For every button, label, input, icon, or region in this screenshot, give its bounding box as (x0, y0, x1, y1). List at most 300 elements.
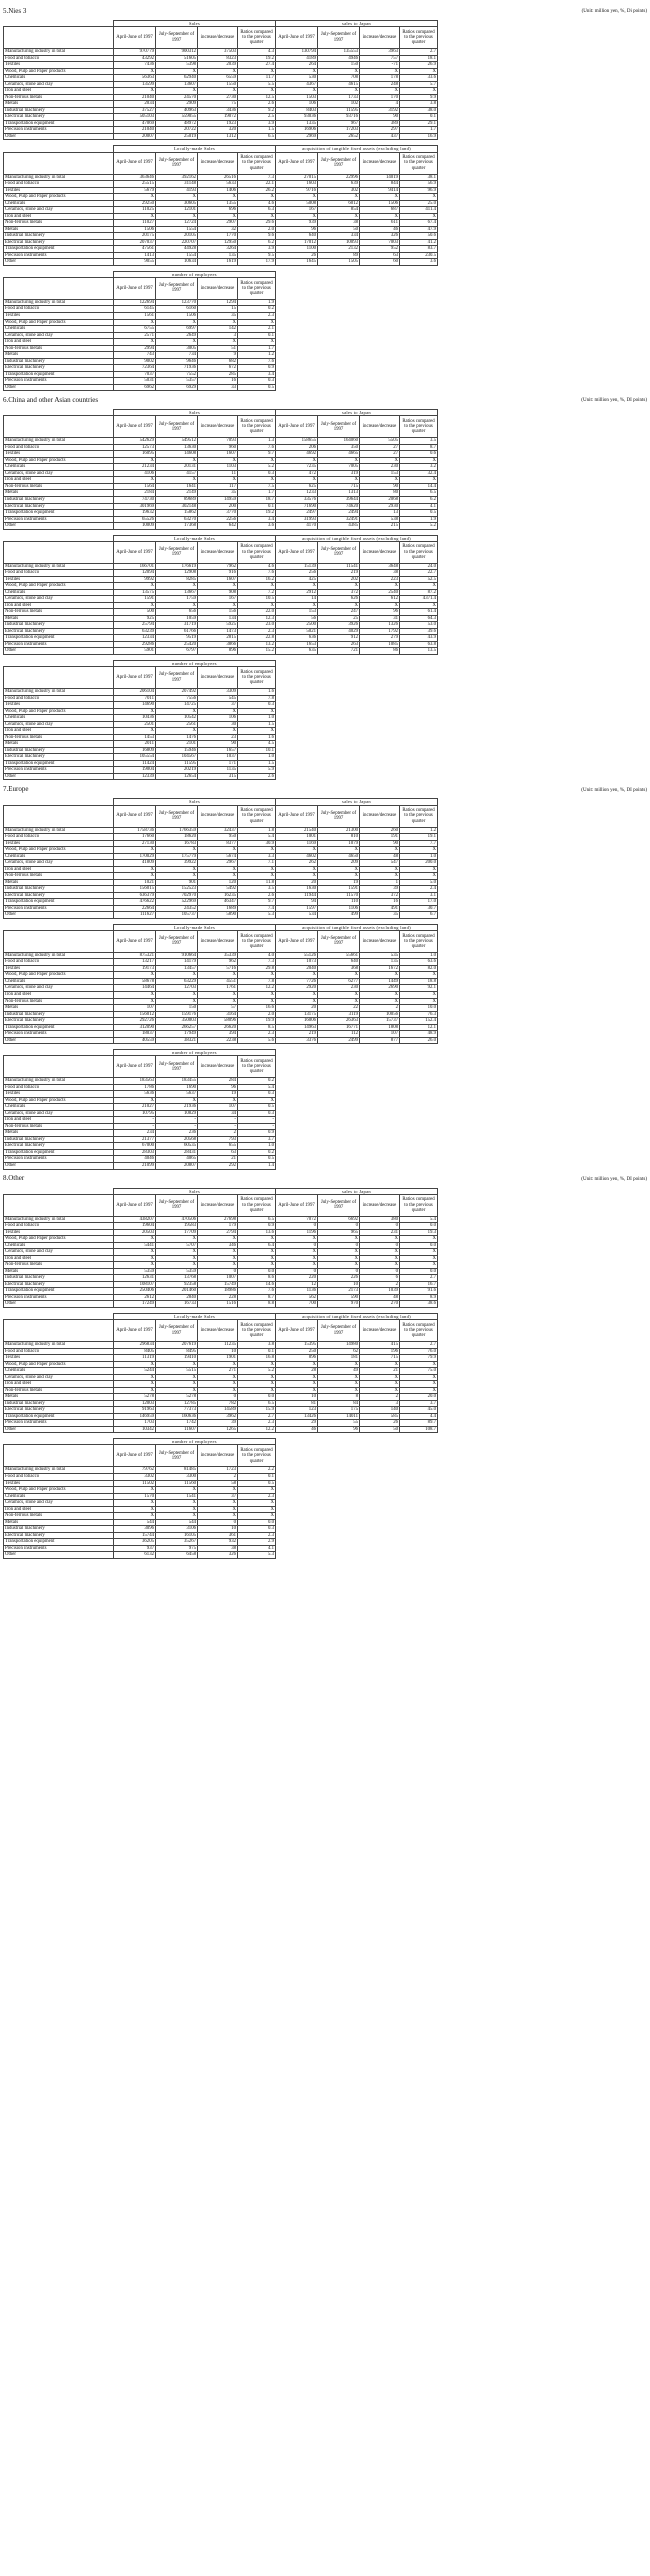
row-label: Iron and steel (4, 1117, 114, 1124)
column-header: increase/decrease (198, 805, 238, 827)
cell-value: 264 (276, 62, 318, 69)
cell-value: 296834 (114, 1342, 156, 1349)
cell-value: 33576 (276, 496, 318, 503)
cell-value: 301969 (114, 503, 156, 510)
cell-value: 696 (198, 207, 238, 214)
column-header: April-June of 1997 (276, 416, 318, 438)
row-label: Ceramics, stone and clay (4, 1110, 114, 1117)
column-header: July-September of 1997 (156, 805, 198, 827)
cell-value: X (360, 194, 400, 201)
column-header: April-June of 1997 (276, 805, 318, 827)
cell-value: 20 (276, 879, 318, 886)
cell-value: X (198, 194, 238, 201)
cell-value: 2039 (198, 62, 238, 69)
cell-value: 1786 (114, 1084, 156, 1091)
cell-value: X (156, 1249, 198, 1256)
cell-value: 0.1 (400, 114, 438, 121)
cell-value: 19410 (156, 1355, 198, 1362)
cell-value: 60 (360, 259, 400, 266)
cell-value: 31148 (156, 181, 198, 188)
cell-value: 19.1 (400, 834, 438, 841)
cell-value: X (318, 1236, 360, 1243)
cell-value: 2969 (276, 133, 318, 140)
cell-value: X (114, 992, 156, 999)
row-label: Iron and steel (4, 477, 114, 484)
row-label: Electrical machinery (4, 239, 114, 246)
cell-value: X (114, 457, 156, 464)
cell-value: 49 (318, 1368, 360, 1375)
cell-value: 27698 (198, 1216, 238, 1223)
cell-value: X (400, 866, 438, 873)
cell-value: X (238, 847, 276, 854)
cell-value: 3.3 (238, 853, 276, 860)
cell-value: X (238, 1487, 276, 1494)
cell-value: 156012 (114, 1011, 156, 1018)
cell-value: 7.8 (238, 978, 276, 985)
table-block (3, 1438, 647, 1558)
cell-value: X (360, 998, 400, 1005)
table-row (4, 299, 276, 306)
row-label: Metals (4, 741, 114, 748)
cell-value: 51 (198, 345, 238, 352)
cell-value: 1672 (360, 965, 400, 972)
cell-value: 4650 (318, 853, 360, 860)
cell-value: 425 (276, 576, 318, 583)
cell-value: 17660 (114, 834, 156, 841)
cell-value: 916 (198, 570, 238, 577)
cell-value: 156015 (114, 886, 156, 893)
cell-value: 228 (198, 1294, 238, 1301)
cell-value: 389 (360, 120, 400, 127)
cell-value: 3.7 (400, 1400, 438, 1407)
cell-value: 57 (198, 1005, 238, 1012)
cell-value: 41809 (114, 860, 156, 867)
cell-value: 28431 (156, 1149, 198, 1156)
cell-value: 18.1 (400, 55, 438, 62)
cell-value: 13426 (276, 1413, 318, 1420)
cell-value: 37 (198, 702, 238, 709)
cell-value: 12339 (114, 773, 156, 780)
cell-value: 19072 (198, 114, 238, 121)
cell-value: X (114, 728, 156, 735)
row-label: Textiles (4, 965, 114, 972)
cell-value: 17368 (156, 523, 198, 530)
row-label: Textiles (4, 840, 114, 847)
cell-value: 0.0 (238, 1519, 276, 1526)
cell-value: 48.9 (400, 1031, 438, 1038)
cell-value: 0 (360, 1242, 400, 1249)
cell-value: 122694 (114, 299, 156, 306)
cell-value: X (318, 972, 360, 979)
table-row (4, 523, 438, 530)
cell-value: 0 (276, 1268, 318, 1275)
cell-value: 26.0 (400, 1037, 438, 1044)
unit-note: (Unit: million yen, %, DI points) (581, 1176, 647, 1182)
cell-value: 6559 (198, 75, 238, 82)
cell-value: X (114, 972, 156, 979)
cell-value: 25420 (156, 641, 198, 648)
cell-value: 3376 (276, 1037, 318, 1044)
row-label: Ceramics, stone and clay (4, 985, 114, 992)
cell-value: 8.8 (238, 1301, 276, 1308)
cell-value: 108.7 (400, 1426, 438, 1433)
row-label: Transportation equipment (4, 1413, 114, 1420)
row-label: Food and tobacco (4, 570, 114, 577)
cell-value: X (276, 88, 318, 95)
cell-value: 5515 (156, 1368, 198, 1375)
cell-value: 3.2 (400, 464, 438, 471)
row-label-header (4, 1445, 114, 1467)
row-label: Metals (4, 1519, 114, 1526)
cell-value: 4385 (318, 523, 360, 530)
cell-value: X (198, 1513, 238, 1520)
cell-value: 12 (276, 1281, 318, 1288)
cell-value: 302148 (156, 503, 198, 510)
data-table (3, 924, 438, 1044)
cell-value: 55126 (276, 952, 318, 959)
cell-value: 230 (360, 464, 400, 471)
cell-value: 0.5 (238, 1104, 276, 1111)
cell-value: 13575 (114, 589, 156, 596)
cell-value: 50.6 (400, 233, 438, 240)
cell-value: X (198, 319, 238, 326)
cell-value: 2500 (276, 622, 318, 629)
cell-value: 0 (318, 1242, 360, 1249)
cell-value: X (400, 1249, 438, 1256)
row-label: Iron and steel (4, 602, 114, 609)
cell-value: 13599 (114, 81, 156, 88)
cell-value: 11607 (156, 1426, 198, 1433)
cell-value: 142 (198, 326, 238, 333)
row-label: Iron and steel (4, 992, 114, 999)
row-label-header (4, 1320, 114, 1342)
cell-value: 2909 (156, 101, 198, 108)
cell-value: X (156, 998, 198, 1005)
cell-value: 640 (318, 959, 360, 966)
cell-value: X (198, 1500, 238, 1507)
cell-value: 319 (318, 470, 360, 477)
cell-value: X (198, 998, 238, 1005)
row-label: Chemicals (4, 326, 114, 333)
cell-value: X (198, 847, 238, 854)
row-label: Non-ferrous metals (4, 483, 114, 490)
row-label: Other (4, 384, 114, 391)
cell-value: 10 (198, 1348, 238, 1355)
column-header: Ratios compared to the previous quarter (400, 1194, 438, 1216)
column-header: increase/decrease (198, 1056, 238, 1078)
cell-value: 8377 (198, 840, 238, 847)
column-header: Ratios compared to the previous quarter (400, 805, 438, 827)
row-label: Manufacturing industry in total (4, 563, 114, 570)
cell-value: 0.5 (238, 1156, 276, 1163)
cell-value: X (238, 1506, 276, 1513)
cell-value: 1.7 (238, 490, 276, 497)
cell-value: X (360, 1249, 400, 1256)
cell-value: 46 (276, 1426, 318, 1433)
row-label: Iron and steel (4, 88, 114, 95)
cell-value: 8.7 (400, 444, 438, 451)
cell-value: X (156, 1506, 198, 1513)
cell-value: 171 (198, 760, 238, 767)
cell-value: 196 (360, 1348, 400, 1355)
cell-value: 24352 (156, 905, 198, 912)
cell-value: 0.3 (238, 470, 276, 477)
cell-value: 17949 (156, 1031, 198, 1038)
row-label: Ceramics, stone and clay (4, 860, 114, 867)
cell-value: 1570 (114, 1493, 156, 1500)
cell-value: 1.8 (238, 827, 276, 834)
cell-value: 25.0 (400, 200, 438, 207)
cell-value: 2 (360, 1281, 400, 1288)
cell-value: X (400, 998, 438, 1005)
cell-value: 2730 (198, 94, 238, 101)
cell-value: 11424 (114, 760, 156, 767)
cell-value: 6 (360, 1275, 400, 1282)
cell-value: 279 (360, 635, 400, 642)
cell-value: X (276, 213, 318, 220)
cell-value: 16235 (198, 892, 238, 899)
cell-value: X (114, 1361, 156, 1368)
row-label-header (4, 27, 114, 49)
cell-value: 4367 (276, 81, 318, 88)
cell-value: X (198, 1097, 238, 1104)
cell-value: 0.5 (238, 384, 276, 391)
cell-value: 21040 (114, 127, 156, 134)
cell-value: 6.7 (400, 912, 438, 919)
cell-value: 361 (198, 1532, 238, 1539)
cell-value: 38.6 (400, 1301, 438, 1308)
cell-value: 1.3 (238, 438, 276, 445)
cell-value: 5707 (156, 1242, 198, 1249)
cell-value: 2494 (318, 510, 360, 517)
data-table (3, 145, 438, 265)
cell-value: 854 (318, 207, 360, 214)
cell-value: X (238, 1374, 276, 1381)
cell-value: 16006 (276, 1018, 318, 1025)
cell-value: X (360, 213, 400, 220)
cell-value: 29250 (114, 200, 156, 207)
row-label: Electrical machinery (4, 1018, 114, 1025)
cell-value: 10436 (114, 715, 156, 722)
column-header: Ratios compared to the previous quarter (400, 930, 438, 952)
cell-value: 1.5 (238, 721, 276, 728)
cell-value: 585 (360, 1413, 400, 1420)
cell-value: 3096 (114, 1526, 156, 1533)
cell-value: 135 (198, 252, 238, 259)
cell-value: X (276, 873, 318, 880)
cell-value: - (198, 1117, 238, 1124)
cell-value: 93716 (318, 114, 360, 121)
cell-value: 5.4 (238, 1084, 276, 1091)
cell-value: 5278 (156, 1394, 198, 1401)
cell-value: 1355 (198, 200, 238, 207)
row-label: Ceramics, stone and clay (4, 596, 114, 603)
cell-value: X (114, 194, 156, 201)
cell-value: 6755 (114, 326, 156, 333)
cell-value: 3 (360, 1400, 400, 1407)
cell-value: 202 (318, 576, 360, 583)
cell-value: 39.6 (400, 628, 438, 635)
cell-value: 35339 (198, 952, 238, 959)
column-header: July-September of 1997 (156, 930, 198, 952)
row-label: Electrical machinery (4, 628, 114, 635)
cell-value: 0.1 (238, 503, 276, 510)
cell-value: 48972 (156, 120, 198, 127)
cell-value: 7552 (156, 371, 198, 378)
row-label: Other (4, 133, 114, 140)
cell-value: 0.0 (400, 1223, 438, 1230)
cell-value: 0.2 (238, 1078, 276, 1085)
cell-value: 346 (198, 1242, 238, 1249)
cell-value: X (198, 866, 238, 873)
cell-value: 96 (318, 1426, 360, 1433)
cell-value: X (198, 1487, 238, 1494)
cell-value: 10342 (114, 1426, 156, 1433)
cell-value: 38 (198, 1545, 238, 1552)
column-header: Ratios compared to the previous quarter (238, 1194, 276, 1216)
cell-value: 2256 (198, 516, 238, 523)
cell-value: 12908 (156, 570, 198, 577)
cell-value: 640 (276, 233, 318, 240)
cell-value: 14980 (318, 1342, 360, 1349)
column-header: April-June of 1997 (276, 1194, 318, 1216)
cell-value: 522969 (156, 899, 198, 906)
column-header: July-September of 1997 (156, 27, 198, 49)
cell-value: 0.3 (238, 1091, 276, 1098)
cell-value: 32 (198, 226, 238, 233)
table-caption: Sales (114, 1188, 276, 1194)
cell-value: 1.6 (238, 734, 276, 741)
cell-value: 962 (198, 959, 238, 966)
cell-value: 9414 (360, 187, 400, 194)
row-label: Precision instruments (4, 252, 114, 259)
cell-value: X (318, 602, 360, 609)
cell-value: 12631 (114, 1275, 156, 1282)
table-row (4, 689, 276, 696)
row-label: Metals (4, 490, 114, 497)
cell-value: 5.9 (238, 767, 276, 774)
cell-value: 22 (318, 1005, 360, 1012)
column-header: April-June of 1997 (114, 277, 156, 299)
cell-value: X (114, 68, 156, 75)
data-table (3, 660, 276, 780)
cell-value: X (360, 992, 400, 999)
cell-value: 102 (318, 101, 360, 108)
section-header (3, 784, 647, 793)
row-label: Other (4, 912, 114, 919)
cell-value: X (156, 708, 198, 715)
cell-value: 3302 (114, 1473, 156, 1480)
cell-value: 76.3 (400, 1011, 438, 1018)
cell-value: 7.6 (238, 1288, 276, 1295)
cell-value: 220707 (156, 239, 198, 246)
cell-value: X (114, 1374, 156, 1381)
row-label: Metals (4, 352, 114, 359)
cell-value: 1449 (360, 978, 400, 985)
cell-value: 932 (198, 1539, 238, 1546)
column-header: increase/decrease (360, 416, 400, 438)
cell-value: 1597 (276, 905, 318, 912)
column-header: April-June of 1997 (114, 152, 156, 174)
cell-value: 56363 (114, 75, 156, 82)
cell-value: 5901 (114, 648, 156, 655)
cell-value: 167 (198, 596, 238, 603)
row-label: Industrial machinery (4, 886, 114, 893)
row-label: Metals (4, 1394, 114, 1401)
cell-value: X (400, 1374, 438, 1381)
table-caption: sales to Japan (276, 21, 438, 27)
cell-value: 284 (198, 1078, 238, 1085)
cell-value: X (360, 1361, 400, 1368)
column-header: July-September of 1997 (318, 1320, 360, 1342)
cell-value: 0.0 (400, 1242, 438, 1249)
cell-value: 26.9 (400, 62, 438, 69)
cell-value: 4046 (114, 1156, 156, 1163)
cell-value: 4065 (156, 1156, 198, 1163)
cell-value: 33 (198, 384, 238, 391)
cell-value: X (360, 1236, 400, 1243)
cell-value: 626 (318, 596, 360, 603)
table-row (4, 1078, 276, 1085)
column-header: July-September of 1997 (318, 805, 360, 827)
cell-value: 27130 (114, 840, 156, 847)
cell-value: X (318, 1381, 360, 1388)
row-label: Food and tobacco (4, 444, 114, 451)
row-label: Transportation equipment (4, 1539, 114, 1546)
cell-value: 7093 (198, 438, 238, 445)
cell-value: 64.3 (400, 615, 438, 622)
cell-value: X (400, 477, 438, 484)
column-header: increase/decrease (198, 1194, 238, 1216)
row-label: Manufacturing industry in total (4, 689, 114, 696)
cell-value: X (114, 866, 156, 873)
table-block (3, 924, 647, 1044)
cell-value: 967 (318, 120, 360, 127)
cell-value: X (114, 1236, 156, 1243)
cell-value: 1550 (198, 81, 238, 88)
cell-value: 13175 (276, 1011, 318, 1018)
cell-value: 1059 (156, 615, 198, 622)
cell-value: 1.0 (238, 1143, 276, 1150)
cell-value: 682 (198, 358, 238, 365)
cell-value: 166701 (114, 563, 156, 570)
cell-value: X (238, 583, 276, 590)
cell-value: 302 (318, 187, 360, 194)
cell-value: 0 (198, 1268, 238, 1275)
cell-value: 5.6 (238, 1037, 276, 1044)
cell-value: 89.7 (400, 1420, 438, 1427)
cell-value: X (156, 1513, 198, 1520)
cell-value: 8.6 (238, 1275, 276, 1282)
cell-value: 48 (360, 853, 400, 860)
cell-value: 4602 (276, 853, 318, 860)
cell-value: 80 (360, 490, 400, 497)
cell-value: X (198, 1374, 238, 1381)
row-label: Wood, Pulp and Paper products (4, 457, 114, 464)
cell-value: 1476 (156, 734, 198, 741)
cell-value: 470506 (156, 1216, 198, 1223)
cell-value: 32491 (318, 516, 360, 523)
cell-value: 94 (276, 899, 318, 906)
cell-value: 13 (360, 510, 400, 517)
cell-value: 844 (360, 181, 400, 188)
row-label: Manufacturing industry in total (4, 1216, 114, 1223)
cell-value: 4551 (198, 978, 238, 985)
cell-value: X (360, 847, 400, 854)
cell-value: 4 (360, 101, 400, 108)
cell-value: 2690 (360, 985, 400, 992)
cell-value: 90 (360, 483, 400, 490)
